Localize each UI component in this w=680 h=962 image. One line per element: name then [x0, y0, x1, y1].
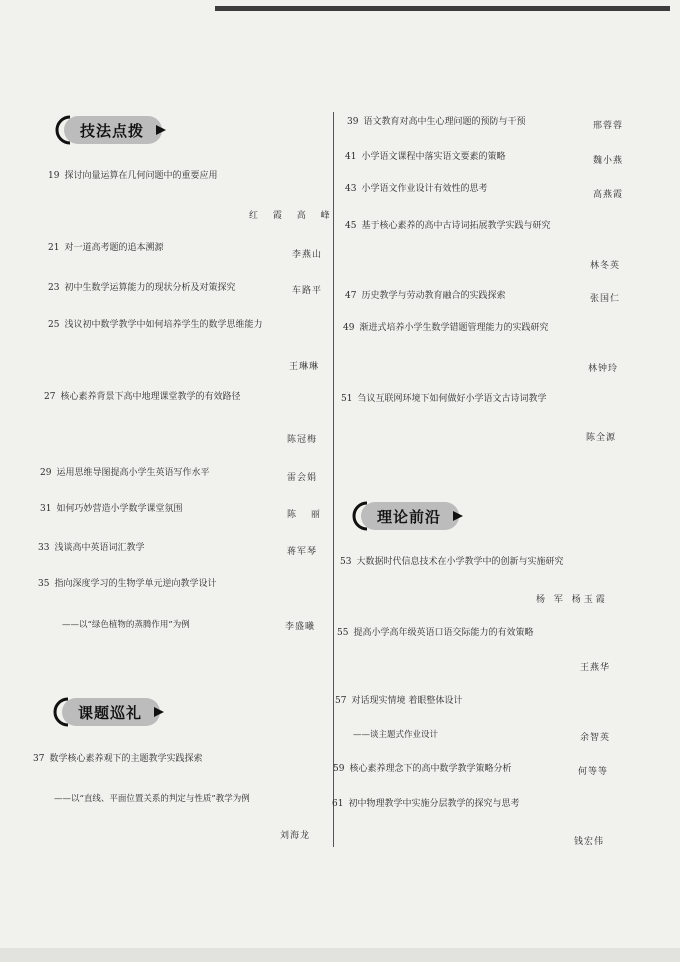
article-author: 雷会娟 — [287, 473, 318, 483]
section-title: 技法点拨 — [80, 121, 145, 140]
page-number: 37 — [33, 754, 45, 764]
article-title: 提高小学高年级英语口语交际能力的有效策略 — [353, 628, 534, 638]
toc-entry[interactable] — [345, 151, 505, 163]
article-author: 魏小燕 — [593, 156, 624, 166]
article-subtitle: ——谈主题式作业设计 — [353, 730, 439, 740]
toc-entry[interactable] — [345, 183, 487, 195]
section-badge-projects — [48, 695, 178, 729]
article-author: 陈 丽 — [287, 510, 326, 520]
article-title: 核心素养理念下的高中数学教学策略分析 — [349, 764, 512, 774]
toc-entry[interactable] — [345, 290, 505, 302]
page-number: 33 — [38, 543, 50, 553]
toc-entry[interactable] — [48, 170, 217, 182]
arrow-icon — [154, 123, 168, 137]
toc-entry[interactable] — [38, 542, 144, 554]
toc-entry[interactable] — [38, 578, 216, 590]
toc-entry[interactable] — [335, 695, 462, 707]
page-number: 47 — [345, 291, 357, 301]
toc-entry[interactable] — [40, 467, 209, 479]
article-author: 蒋军琴 — [287, 547, 318, 557]
hook-icon — [48, 695, 82, 729]
article-title: 探讨向量运算在几何问题中的重要应用 — [64, 171, 218, 181]
article-title: 初中生数学运算能力的现状分析及对策探究 — [64, 283, 236, 293]
toc-entry[interactable] — [345, 220, 550, 232]
toc-entry[interactable] — [48, 319, 262, 331]
article-author: 陈冠梅 — [287, 435, 318, 445]
page-number: 49 — [343, 323, 355, 333]
arrow-icon — [451, 509, 465, 523]
toc-entry[interactable] — [48, 242, 163, 254]
article-author: 何等等 — [578, 767, 609, 777]
article-title: 对话现实情境 着眼整体设计 — [351, 696, 463, 706]
article-author: 余智英 — [580, 733, 611, 743]
hook-icon — [50, 113, 84, 147]
section-badge-techniques — [50, 113, 180, 147]
scan-top-edge — [215, 6, 670, 11]
article-author: 钱宏伟 — [574, 837, 605, 847]
article-author: 李盛曦 — [285, 622, 316, 632]
article-title: 语文教育对高中生心理问题的预防与干预 — [363, 117, 526, 127]
article-author: 李燕山 — [292, 250, 323, 260]
page-number: 21 — [48, 243, 60, 253]
toc-entry[interactable] — [333, 763, 511, 775]
article-title: 如何巧妙营造小学数学课堂氛围 — [56, 504, 183, 514]
page-number: 35 — [38, 579, 50, 589]
article-title: 核心素养背景下高中地理课堂教学的有效路径 — [60, 392, 241, 402]
article-title: 数学核心素养观下的主题教学实践探索 — [49, 754, 203, 764]
section-title: 课题巡礼 — [78, 703, 143, 722]
column-divider — [333, 112, 334, 847]
toc-entry[interactable] — [337, 627, 533, 639]
article-title: 小学语文作业设计有效性的思考 — [361, 184, 488, 194]
toc-entry[interactable] — [332, 798, 519, 810]
page-number: 39 — [347, 117, 359, 127]
page-number: 61 — [332, 799, 344, 809]
article-author: 红 霞 高 峰 — [249, 211, 336, 221]
toc-entry[interactable] — [33, 753, 202, 765]
article-title: 浅谈高中英语词汇教学 — [54, 543, 145, 553]
page-number: 59 — [333, 764, 345, 774]
article-title: 初中物理教学中实施分层教学的探究与思考 — [348, 799, 520, 809]
toc-entry[interactable] — [44, 391, 240, 403]
page-number: 29 — [40, 468, 52, 478]
article-title: 大数据时代信息技术在小学教学中的创新与实施研究 — [356, 557, 564, 567]
article-title: 基于核心素养的高中古诗词拓展教学实践与研究 — [361, 221, 551, 231]
article-author: 车路平 — [292, 286, 323, 296]
hook-icon — [347, 499, 381, 533]
article-title: 对一道高考题的追本溯源 — [64, 243, 164, 253]
article-author: 林钟玲 — [588, 364, 619, 374]
toc-entry[interactable] — [341, 393, 546, 405]
page-number: 45 — [345, 221, 357, 231]
scan-bottom-edge — [0, 948, 680, 962]
article-author: 邢蓉蓉 — [593, 121, 624, 131]
toc-entry[interactable] — [343, 322, 548, 334]
toc-entry[interactable] — [48, 282, 235, 294]
page-number: 51 — [341, 394, 353, 404]
article-author: 陈全源 — [586, 433, 617, 443]
article-title: 渐进式培养小学生数学错题管理能力的实践研究 — [359, 323, 549, 333]
article-author: 王燕华 — [580, 663, 611, 673]
page-number: 27 — [44, 392, 56, 402]
page-number: 55 — [337, 628, 349, 638]
article-title: 浅议初中数学教学中如何培养学生的数学思维能力 — [64, 320, 263, 330]
section-badge-theory — [347, 499, 477, 533]
article-title: 历史教学与劳动教育融合的实践探索 — [361, 291, 506, 301]
article-subtitle: ——以“绿色植物的蒸腾作用”为例 — [62, 620, 190, 630]
section-title: 理论前沿 — [377, 507, 442, 526]
article-title: 指向深度学习的生物学单元逆向教学设计 — [54, 579, 217, 589]
article-title: 刍议互联网环境下如何做好小学语文古诗词教学 — [357, 394, 547, 404]
article-title: 运用思维导图提高小学生英语写作水平 — [56, 468, 210, 478]
article-author: 刘海龙 — [280, 831, 311, 841]
page-number: 43 — [345, 184, 357, 194]
article-author: 王琳琳 — [289, 362, 320, 372]
page-number: 23 — [48, 283, 60, 293]
article-title: 小学语文课程中落实语文要素的策略 — [361, 152, 506, 162]
page-number: 31 — [40, 504, 52, 514]
toc-entry[interactable] — [340, 556, 563, 568]
arrow-icon — [152, 705, 166, 719]
page-number: 19 — [48, 171, 60, 181]
article-subtitle: ——以“直线、平面位置关系的判定与性质”教学为例 — [54, 794, 250, 804]
page-number: 53 — [340, 557, 352, 567]
article-author: 张国仁 — [590, 294, 621, 304]
page-number: 25 — [48, 320, 60, 330]
article-author: 杨 军 杨玉霞 — [536, 595, 608, 605]
toc-entry[interactable] — [40, 503, 182, 515]
article-author: 林冬英 — [590, 261, 621, 271]
page-number: 41 — [345, 152, 357, 162]
article-author: 高燕霞 — [593, 190, 624, 200]
page-number: 57 — [335, 696, 347, 706]
toc-entry[interactable] — [347, 116, 525, 128]
